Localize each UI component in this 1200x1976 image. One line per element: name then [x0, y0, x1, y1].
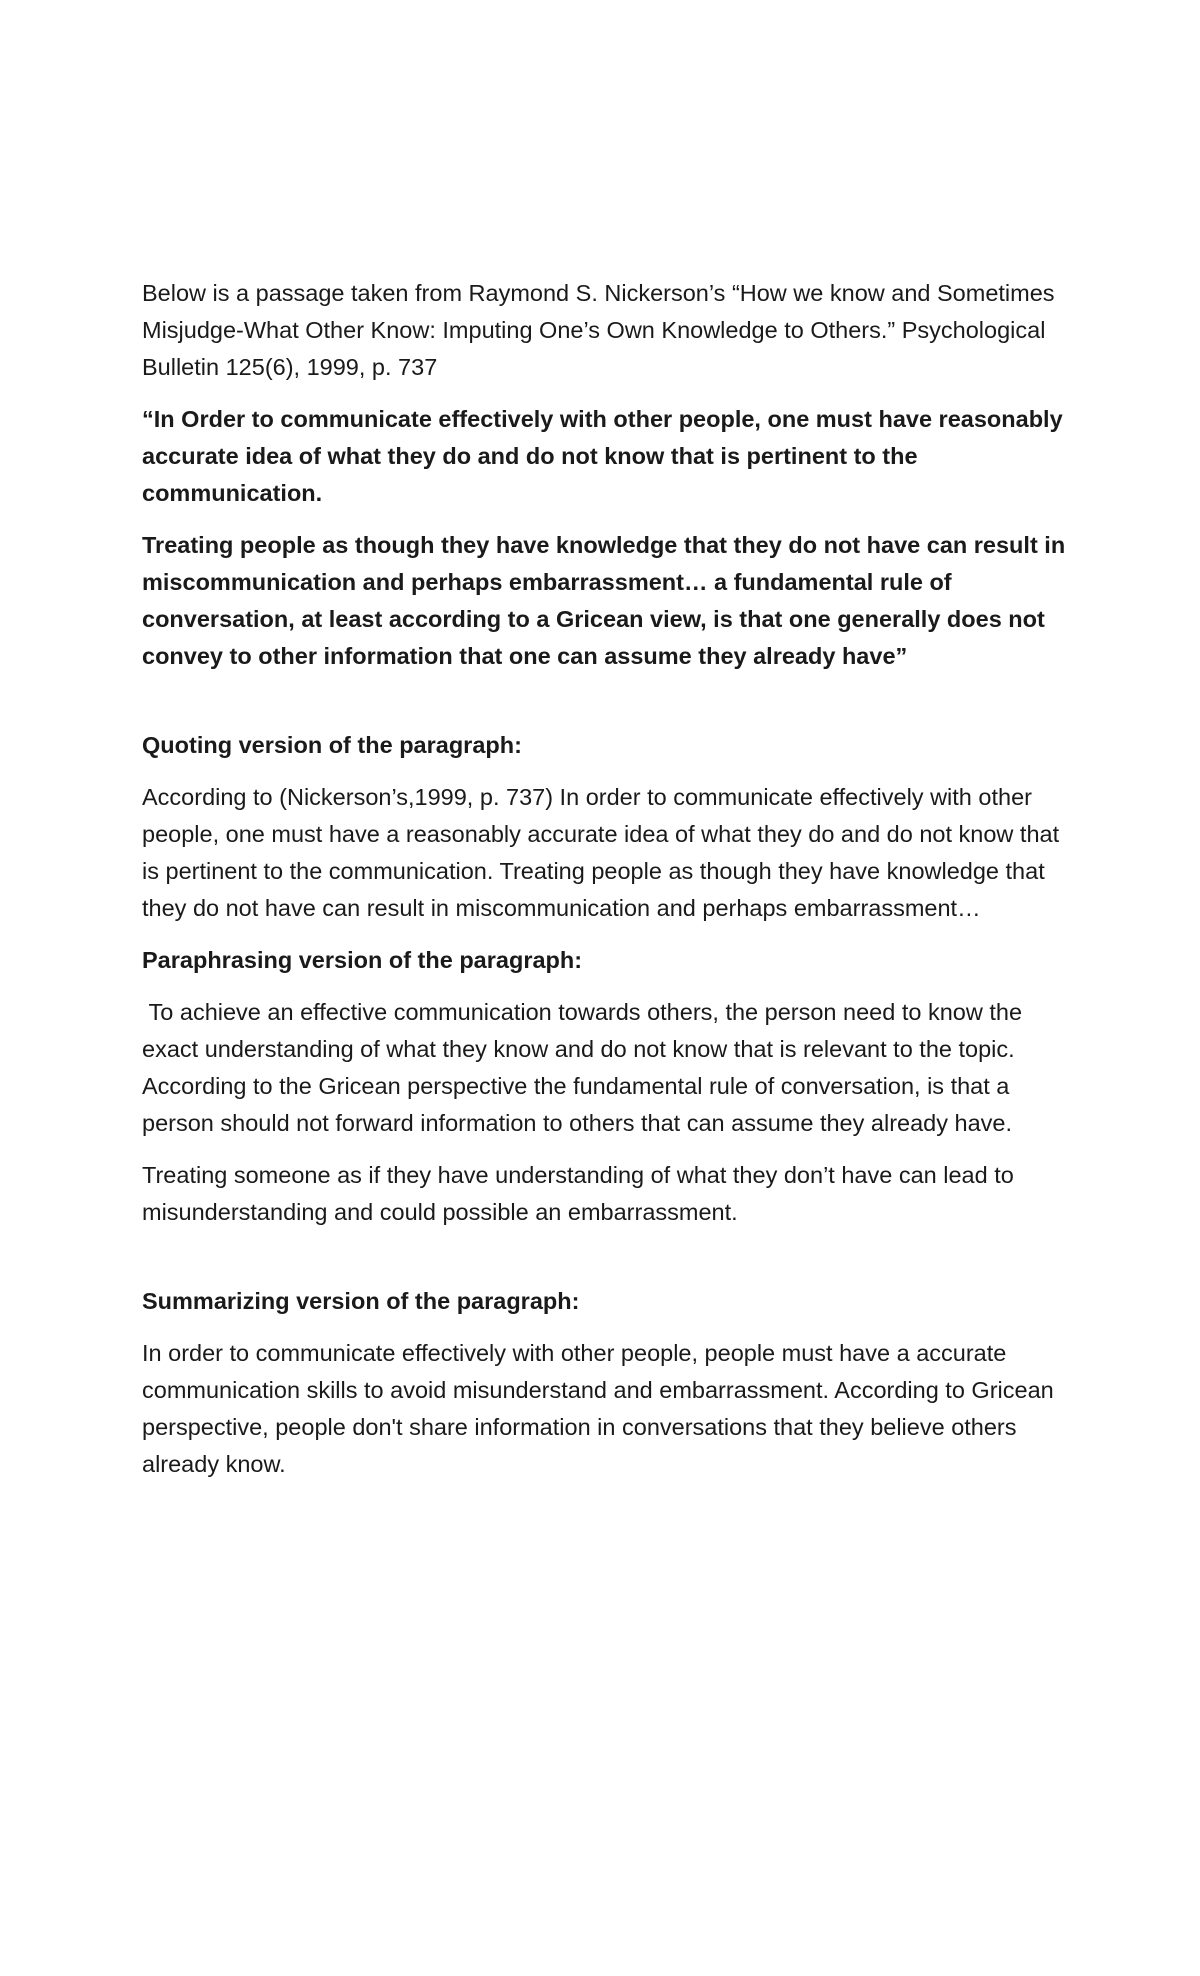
quote-paragraph-2: Treating people as though they have knowledge that they do not have can result in miscommunication and perhaps embarrassment… a fundamental rule of conversation, at least according to a Gricean view, is that one generally does not convey to other information that one can assume they already have” [142, 532, 1066, 669]
paraphrasing-paragraph-2: Treating someone as if they have understanding of what they don’t have can lead to misunderstanding and could possible an embarrassment. [142, 1162, 1014, 1225]
summarizing-heading: Summarizing version of the paragraph: [142, 1288, 580, 1314]
quoting-paragraph: According to (Nickerson’s,1999, p. 737) In order to communicate effectively with other people, one must have a reasonably accurate idea of what they do and do not know that is pertinent to the communication. Treating people as though they have knowledge that they do not have can result in miscommunication and perhaps embarrassment… [142, 784, 1060, 921]
blank-line [142, 690, 1072, 727]
document-body [142, 275, 1072, 1498]
intro-paragraph: Below is a passage taken from Raymond S. Nickerson’s “How we know and Sometimes Misjudge-What Other Know: Imputing One’s Own Knowledge to Others.” Psychological Bulletin 125(6), 1999, p. 737 [142, 280, 1055, 380]
paraphrasing-paragraph-1: To achieve an effective communication towards others, the person need to know the exact understanding of what they know and do not know that is relevant to the topic. According to the Gricean perspective the fundamental rule of conversation, is that a person should not forward information to others that can assume they already have. [142, 999, 1029, 1136]
quote-paragraph-1: “In Order to communicate effectively with other people, one must have reasonably accurate idea of what they do and do not know that is pertinent to the communication. [142, 406, 1063, 506]
quoting-heading: Quoting version of the paragraph: [142, 732, 522, 758]
summarizing-paragraph: In order to communicate effectively with other people, people must have a accurate communication skills to avoid misunderstand and embarrassment. According to Gricean perspective, people don't share information in conversations that they believe others already know. [142, 1340, 1054, 1477]
paraphrasing-heading: Paraphrasing version of the paragraph: [142, 947, 583, 973]
blank-line [142, 1246, 1072, 1283]
